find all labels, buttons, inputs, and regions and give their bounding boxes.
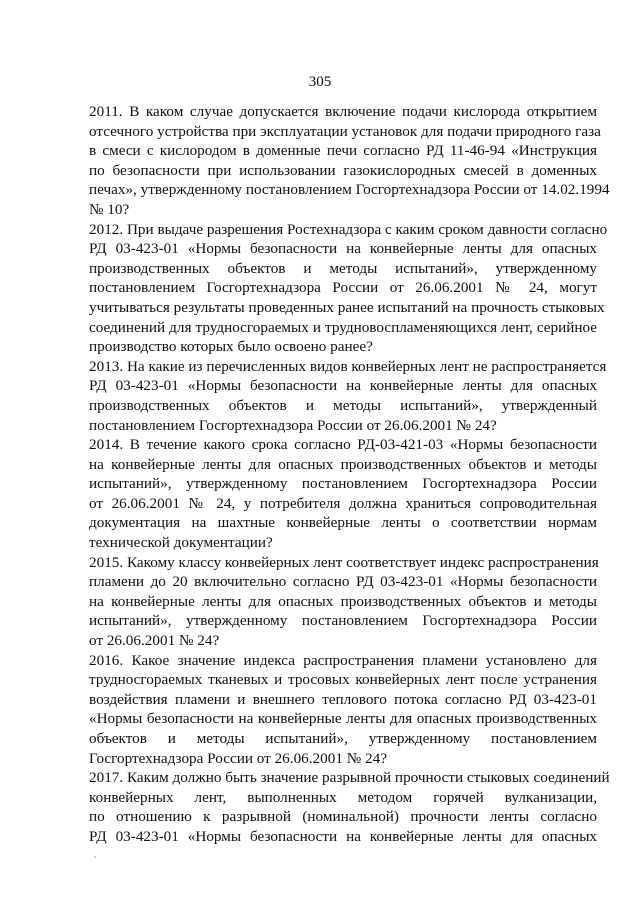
text-line: в смеси с кислородом в доменные печи согласно РД 11-46-94 «Инструкция (89, 142, 597, 160)
text-line: трудносгораемых тканевых и тросовых конвейерных лент после устранения (89, 671, 597, 689)
text-line: учитываться результаты проведенных ранее испытаний на прочность стыковых (89, 298, 605, 316)
text-line: 2015. Какому классу конвейерных лент соответствует индекс распространения (89, 553, 599, 571)
text-line: соединений для трудносгораемых и трудновоспламеняющихся лент, серийное (89, 318, 597, 336)
text-line: документация на шахтные конвейерные ленты о соответствии нормам (89, 514, 597, 532)
text-line: отсечного устройства при эксплуатации установок для подачи природного газа (89, 122, 601, 140)
text-line: технической документации? (89, 534, 273, 552)
text-line: 2013. На какие из перечисленных видов конвейерных лент не распространяется (89, 357, 607, 375)
page-number: 305 (308, 74, 332, 90)
text-line: 2011. В каком случае допускается включение подачи кислорода открытием (89, 103, 597, 120)
text-line: 2012. При выдаче разрешения Ростехнадзора с каким сроком давности согласно (89, 220, 608, 238)
text-line: Госгортехнадзора России от 26.06.2001 № 24? (89, 749, 387, 767)
text-line: конвейерных лент, выполненных методом горячей вулканизации, (89, 788, 597, 806)
text-line: на конвейерные ленты для опасных производственных объектов и методы (89, 592, 597, 610)
scan-speck (94, 856, 96, 858)
text-line: испытаний», утвержденному постановлением Госгортехнадзора России (89, 475, 597, 493)
text-line: «Нормы безопасности на конвейерные ленты для опасных производственных (89, 710, 597, 728)
text-line: № 10? (89, 200, 130, 218)
text-line: на конвейерные ленты для опасных производственных объектов и методы (89, 455, 597, 473)
text-line: РД 03-423-01 «Нормы безопасности на конвейерные ленты для опасных (89, 377, 597, 395)
text-line: постановлением Госгортехнадзора России от 26.06.2001 № 24, могут (89, 279, 597, 297)
text-line: производственных объектов и методы испытаний», утвержденный (89, 396, 597, 414)
text-line: 2014. В течение какого срока согласно РД-03-421-03 «Нормы безопасности (89, 436, 597, 454)
text-line: 2016. Какое значение индекса распространения пламени установлено для (89, 651, 597, 669)
text-line: пламени до 20 включительно согласно РД 03-423-01 «Нормы безопасности (89, 573, 597, 591)
questions-text (89, 102, 610, 847)
text-line: воздействия пламени и внешнего теплового потока согласно РД 03-423-01 (89, 690, 597, 708)
text-line: 2017. Каким должно быть значение разрывной прочности стыковых соединений (89, 769, 610, 787)
text-line: по отношению к разрывной (номинальной) прочности ленты согласно (89, 808, 597, 826)
text-line: РД 03-423-01 «Нормы безопасности на конвейерные ленты для опасных (89, 827, 597, 845)
text-line: испытаний», утвержденному постановлением Госгортехнадзора России (89, 612, 597, 630)
text-line: объектов и методы испытаний», утвержденному постановлением (89, 730, 597, 747)
text-line: постановлением Госгортехнадзора России от 26.06.2001 № 24? (89, 416, 497, 434)
text-line: РД 03-423-01 «Нормы безопасности на конвейерные ленты для опасных (89, 240, 597, 258)
text-line: производственных объектов и методы испытаний», утвержденному (89, 259, 597, 277)
text-line: производство которых было освоено ранее? (89, 338, 373, 356)
text-line: по безопасности при использовании газокислородных смесей в доменных (89, 161, 597, 179)
text-line: от 26.06.2001 № 24, у потребителя должна храниться сопроводительная (89, 494, 597, 512)
text-line: печах», утвержденному постановлением Госгортехнадзора России от 14.02.1994 (89, 181, 610, 199)
text-line: от 26.06.2001 № 24? (89, 632, 220, 650)
